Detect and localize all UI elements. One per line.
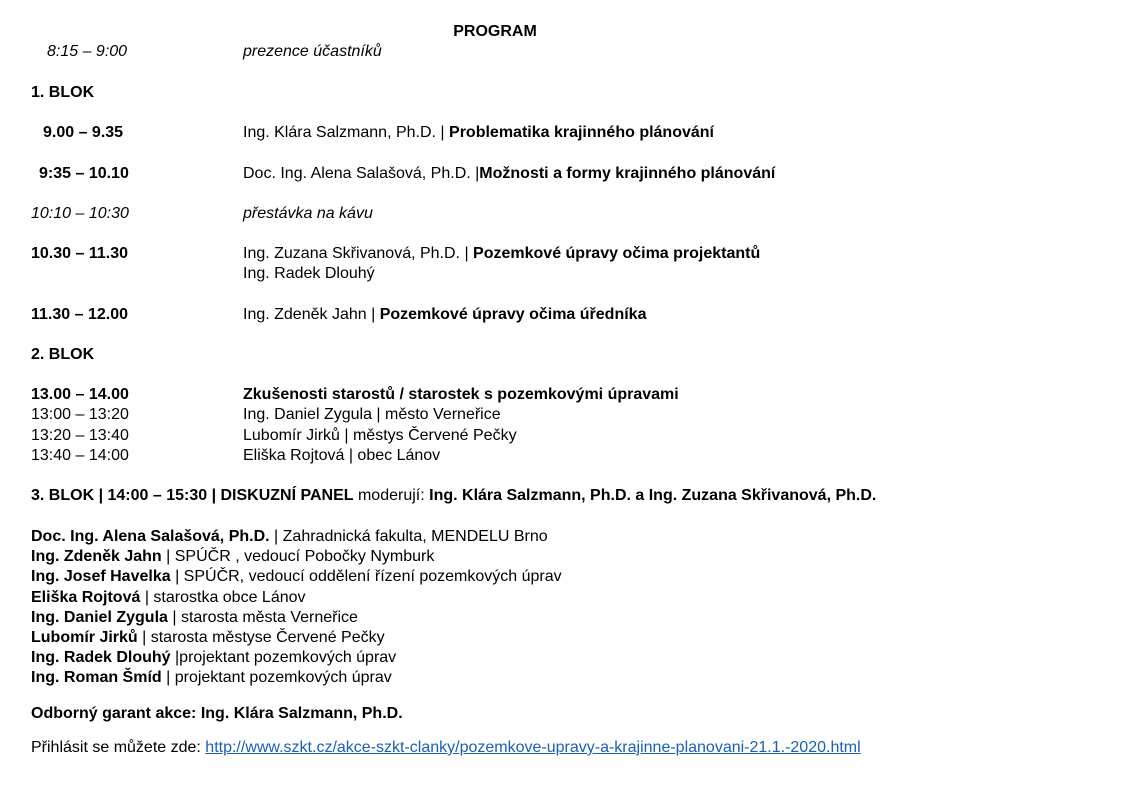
speaker: Ing. Zdeněk Jahn |	[243, 306, 380, 323]
guarantor: Odborný garant akce: Ing. Klára Salzmann, Ph.D.	[31, 705, 403, 722]
block3-heading	[31, 486, 876, 506]
panelist-role: | projektant pozemkových úprav	[161, 669, 392, 687]
panelist-row	[31, 648, 396, 668]
panelist-name: Eliška Rojtová	[31, 588, 141, 606]
panelist-row	[31, 588, 306, 608]
panelist-row	[31, 527, 548, 547]
schedule-time: 10.30 – 11.30	[31, 245, 128, 262]
schedule-time: 9:35 – 10.10	[39, 165, 129, 182]
signup-line	[31, 738, 861, 758]
panelist-row	[31, 567, 562, 587]
panelist-name: Ing. Radek Dlouhý	[31, 649, 171, 667]
break-text: přestávka na kávu	[243, 205, 373, 222]
session-title: Zkušenosti starostů / starostek s pozemkovými úpravami	[243, 386, 679, 403]
panelist-name: Ing. Daniel Zygula	[31, 608, 168, 626]
panelist-role: | starosta městyse Červené Pečky	[137, 629, 385, 646]
program-document: PROGRAM 8:15 – 9:00 prezence účastníků 1. BLOK 9.00 – 9.35 Ing. Klára Salzmann, Ph.D. | Problematika krajinného plánování 9:35 – 10.10 Doc. Ing. Alena Salašová, Ph.D. |Možnosti a formy krajinného plánování 10:10 – 10:30 přestávka na kávu 10.30 – 11.30 Ing. Zuzana Skřivanová, Ph.D. | Pozemkové úpravy očima projektantů Ing. Radek Dlouhý 11.30 – 12.00 Ing. Zdeněk Jahn | Pozemkové úpravy očima úředníka 2. BLOK 13.00 – 14.00 Zkušenosti starostů / starostek s pozemkovými úpravami 13:00 – 13:20 Ing. Daniel Zygula | město Verneřice 13:20 – 13:40 Lubomír Jirků | městys Červené Pečky 13:40 – 14:00 Eliška Rojtová | obec Lánov 3. BLOK | 14:00 – 15:30 | DISKUZNÍ PANEL moderují: Ing. Klára Salzmann, Ph.D. a Ing. Zuzana Skřivanová, Ph.D. Doc. Ing. Alena Salašová, Ph.D. | Zahradnická fakulta, MENDELU Brno Ing. Zdeněk Jahn | SPÚČR , vedoucí Pobočky Nymburk Ing. Josef Havelka | SPÚČR, vedoucí oddělení řízení pozemkových úprav Eliška Rojtová | starostka obce Lánov Ing. Daniel Zygula | starosta města Verneřice Lubomír Jirků | starosta městyse Červené Pečky Ing. Radek Dlouhý |projektant pozemkových úprav Ing. Roman Šmíd | projektant pozemkových úprav Odborný garant akce: Ing. Klára Salzmann, Ph.D. Přihlásit se můžete zde: http://www.szkt.cz/akce-szkt-clanky/pozemkove-upravy-a-krajinne-planovani-21.1.-2020.html	[0, 0, 1123, 794]
panelist-name: Ing. Roman Šmíd	[31, 669, 162, 687]
talk-title: Problematika krajinného plánování	[449, 124, 714, 141]
speaker: Ing. Daniel Zygula | město Verneřice	[243, 406, 501, 423]
panelist-role: | SPÚČR , vedoucí Pobočky Nymburk	[161, 548, 435, 566]
panelist-name: Ing. Zdeněk Jahn	[31, 548, 162, 566]
panelist-role: | starosta města Verneřice	[167, 608, 358, 626]
schedule-time: 11.30 – 12.00	[31, 306, 128, 323]
schedule-time: 13:40 – 14:00	[31, 447, 129, 464]
panelist-name: Doc. Ing. Alena Salašová, Ph.D.	[31, 528, 270, 545]
block3-label: 3. BLOK | 14:00 – 15:30 | DISKUZNÍ PANEL	[31, 487, 354, 504]
moderate-label: moderují:	[353, 487, 430, 504]
break-time: 10:10 – 10:30	[31, 205, 129, 222]
schedule-time: 9.00 – 9.35	[43, 124, 124, 141]
schedule-time: 13:20 – 13:40	[31, 427, 129, 444]
panelist-role: | Zahradnická fakulta, MENDELU Brno	[269, 528, 548, 545]
speaker: Ing. Klára Salzmann, Ph.D. |	[243, 124, 450, 141]
co-speaker: Ing. Radek Dlouhý	[243, 265, 375, 282]
talk-title: Pozemkové úpravy očima projektantů	[473, 245, 761, 262]
talk-title: Možnosti a formy krajinného plánování	[479, 165, 776, 182]
panelist-name: Lubomír Jirků	[31, 629, 138, 646]
panelist-name: Ing. Josef Havelka	[31, 568, 171, 586]
speaker: Ing. Zuzana Skřivanová, Ph.D. |	[243, 245, 474, 262]
talk-title: Pozemkové úpravy očima úředníka	[379, 306, 647, 323]
panelist-row	[31, 668, 392, 688]
signup-label: Přihlásit se můžete zde:	[31, 739, 206, 756]
registration-text: prezence účastníků	[243, 43, 382, 60]
panelist-role: | starostka obce Lánov	[140, 588, 306, 606]
page-title: PROGRAM	[453, 23, 537, 40]
signup-link[interactable]: http://www.szkt.cz/akce-szkt-clanky/pozemkove-upravy-a-krajinne-planovani-21.1.-2020.html	[205, 739, 861, 756]
speaker: Eliška Rojtová | obec Lánov	[243, 447, 441, 464]
moderators: Ing. Klára Salzmann, Ph.D. a Ing. Zuzana Skřivanová, Ph.D.	[429, 487, 877, 504]
schedule-time: 13:00 – 13:20	[31, 406, 129, 423]
speaker: Lubomír Jirků | městys Červené Pečky	[243, 427, 517, 444]
schedule-time: 13.00 – 14.00	[31, 386, 129, 403]
speaker: Doc. Ing. Alena Salašová, Ph.D. |	[243, 165, 480, 182]
panelist-role: |projektant pozemkových úprav	[170, 649, 397, 667]
panelist-row	[31, 628, 385, 648]
registration-time: 8:15 – 9:00	[47, 43, 128, 60]
panelist-role: | SPÚČR, vedoucí oddělení řízení pozemkových úprav	[170, 568, 562, 586]
panelist-row	[31, 547, 434, 567]
panelist-row	[31, 608, 358, 628]
